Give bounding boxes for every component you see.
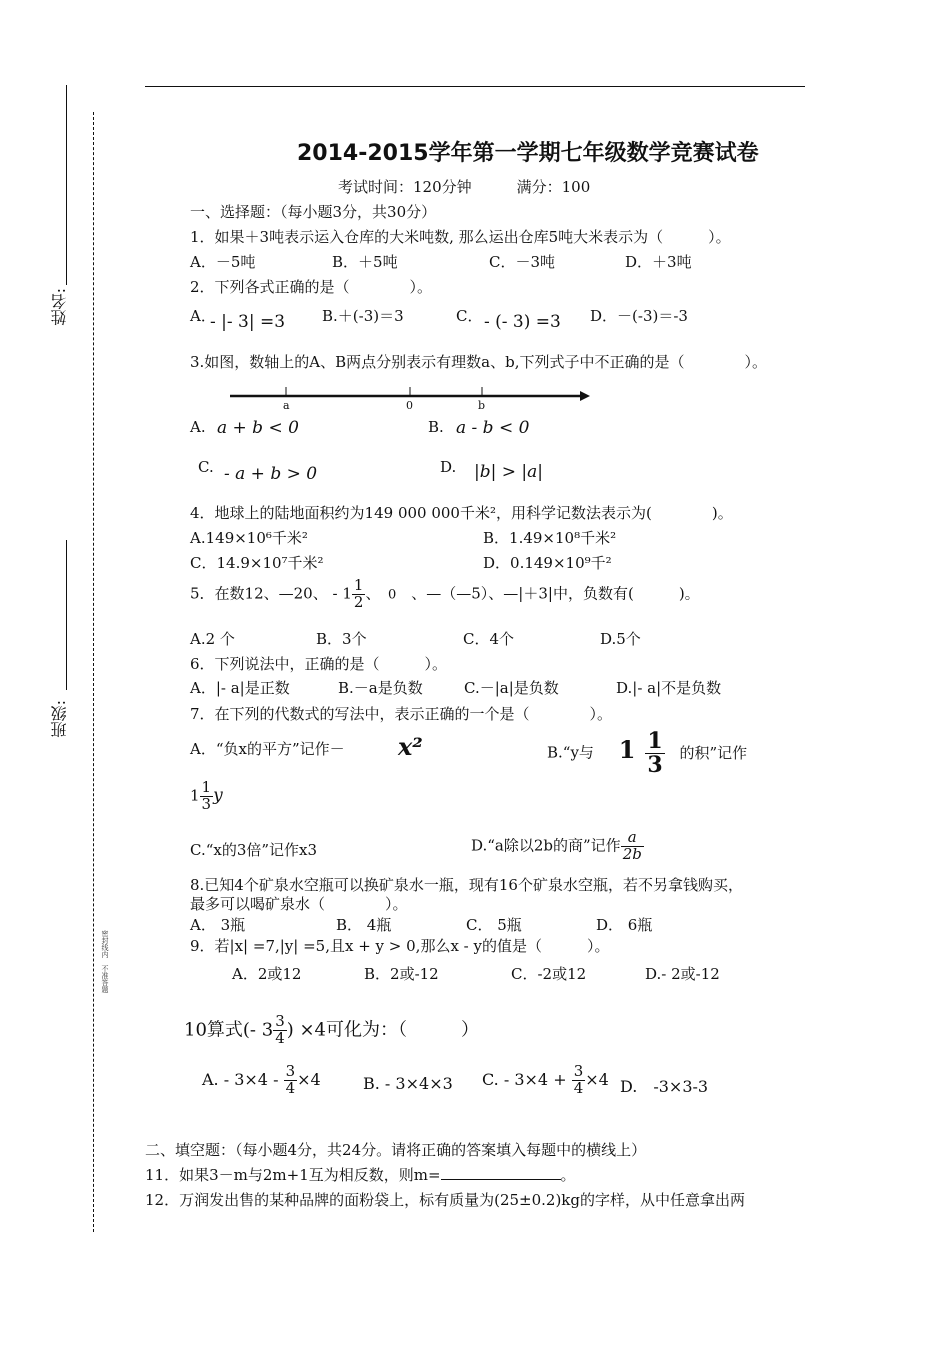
q10-stem-pre: 10算式(- 3 [184, 1019, 274, 1041]
q4-option-a: A.149×10⁶千米² [190, 529, 308, 547]
q5-option-a: A.2 个 [190, 630, 235, 648]
q7-option-b-text: B.“y与 [547, 743, 594, 762]
q5-denominator: 2 [353, 592, 364, 611]
tick-a-label: a [283, 399, 290, 412]
q9-option-d: D.- 2或-12 [645, 965, 720, 983]
q1-option-a: A．－5吨 [190, 253, 256, 271]
q10-denominator: 4 [275, 1028, 285, 1047]
q8-stem-line1: 8.已知4个矿泉水空瓶可以换矿泉水一瓶，现有16个矿泉水空瓶，若不另拿钱购买， [190, 876, 743, 894]
q11-answer-blank[interactable] [441, 1167, 561, 1180]
q7-d-fraction [621, 830, 644, 863]
q1-option-c: C．－3吨 [489, 253, 556, 271]
q10-option-c [482, 1064, 609, 1097]
q5-option-b: B．3个 [316, 630, 367, 648]
q2-option-a-math: - |- 3| =3 [210, 312, 286, 332]
q11-text: 11．如果3－m与2m+1互为相反数，则m= [145, 1166, 441, 1184]
q3-option-d-math: |b| > |a| [474, 462, 543, 482]
q6-option-c: C.－|a|是负数 [464, 679, 559, 697]
q5-option-d: D.5个 [600, 630, 641, 648]
q3-option-a-label: A. [190, 418, 206, 436]
q10-a-denominator: 4 [285, 1078, 296, 1097]
class-label: 班级: [50, 700, 69, 738]
q10-a-fraction [284, 1064, 298, 1097]
q10-fraction [273, 1014, 287, 1047]
tick-0-label: 0 [406, 399, 413, 412]
q1-option-b: B．＋5吨 [332, 253, 398, 271]
q7-b-whole: 1 [618, 734, 636, 764]
q1-stem: 1．如果＋3吨表示运入仓库的大米吨数, 那么运出仓库5吨大米表示为（ ）。 [190, 228, 731, 246]
q10-stem-post: ) ×4可化为：（ ） [286, 1019, 480, 1041]
seal-dashed-line [93, 112, 94, 1232]
q10-numerator: 3 [275, 1012, 285, 1030]
q10-option-d: D. -3×3-3 [620, 1077, 709, 1096]
q7-option-b-post: 的积”记作 [679, 743, 748, 762]
q4-option-b: B．1.49×10⁸千米² [483, 529, 617, 547]
q7-b-denominator: 3 [647, 752, 663, 779]
q7-option-d-text: D.“a除以2b的商”记作 [471, 836, 621, 855]
q3-option-c-math: - a + b > 0 [224, 464, 318, 484]
q5-mixed-whole: - 1 [332, 584, 352, 603]
side-solid-line-top [66, 85, 67, 285]
q6-option-a: A．|- a|是正数 [190, 679, 290, 697]
q10-stem [184, 1014, 479, 1047]
q9-option-c: C．-2或12 [511, 965, 587, 983]
q4-option-c: C．14.9×10⁷千米² [190, 554, 324, 572]
q10-c-post: ×4 [585, 1069, 609, 1089]
q2-option-c-label: C． [456, 307, 483, 325]
name-label: 姓名: [50, 288, 69, 326]
q8-option-d: D． 6瓶 [596, 916, 653, 934]
q10-a-numerator: 3 [285, 1062, 296, 1080]
q9-stem: 9．若|x| =7,|y| =5,且x + y > 0,那么x - y的值是（ ）。 [190, 937, 610, 955]
q7-d-numerator: a [621, 830, 644, 847]
q12-stem: 12．万润发出售的某种品牌的面粉袋上，标有质量为(25±0.2)kg的字样，从中任意拿出两 [145, 1191, 745, 1209]
q10-c-numerator: 3 [573, 1062, 584, 1080]
q7-b-numerator: 1 [647, 728, 663, 754]
q5-stem [190, 578, 700, 611]
q3-option-b-label: B. [428, 418, 444, 436]
q3-option-a-math: a + b < 0 [217, 418, 299, 438]
top-rule [145, 86, 805, 87]
q4-stem: 4．地球上的陆地面积约为149 000 000千米²，用科学记数法表示为( )。 [190, 504, 733, 522]
q3-option-b-math: a - b < 0 [456, 418, 530, 438]
q5-fraction [352, 578, 366, 611]
q10-c-fraction [572, 1064, 586, 1097]
q7-b-answer-var: y [213, 785, 223, 806]
q9-option-a: A．2或12 [232, 965, 302, 983]
seal-note: 密封线内 不准答题 [101, 930, 109, 993]
q2-option-d: D．－(-3)＝-3 [590, 307, 688, 325]
q7-b-fraction [645, 730, 664, 777]
q7-option-b [547, 730, 747, 777]
q7-option-c: C.“x的3倍”记作x3 [190, 841, 318, 859]
q1-option-d: D．＋3吨 [625, 253, 692, 271]
q4-option-d: D．0.149×10⁹千² [483, 554, 612, 572]
section1-heading: 一、选择题：（每小题3分，共30分） [190, 203, 437, 221]
q2-option-a-label: A． [190, 307, 216, 325]
q7-b-answer [190, 780, 223, 813]
q2-stem: 2．下列各式正确的是（ ）。 [190, 278, 433, 296]
q6-option-d: D.|- a|不是负数 [616, 679, 722, 697]
side-solid-line-bottom [66, 540, 67, 690]
q2-option-c-math: - (- 3) =3 [484, 312, 561, 332]
q7-b-answer-fraction [200, 780, 214, 813]
section2-heading: 二、填空题：（每小题4分，共24分。请将正确的答案填入每题中的横线上） [145, 1141, 647, 1159]
q6-option-b: B.－a是负数 [338, 679, 423, 697]
q7-option-d [471, 830, 644, 863]
q7-option-a-text: A．“负x的平方”记作－ [190, 740, 345, 758]
q7-stem: 7．在下列的代数式的写法中，表示正确的一个是（ ）。 [190, 705, 613, 723]
q6-stem: 6．下列说法中，正确的是（ ）。 [190, 655, 448, 673]
q10-option-b: B. - 3×4×3 [363, 1074, 453, 1093]
q10-option-a [202, 1064, 321, 1097]
q5-numerator: 1 [353, 576, 364, 594]
q3-option-d-label: D. [440, 458, 457, 476]
q7-b-answer-whole: 1 [190, 786, 200, 805]
q10-a-post: ×4 [297, 1069, 321, 1089]
q5-stem-post: 、—（—5）、—|＋3|中，负数有( )。 [411, 584, 700, 603]
q11-end: 。 [560, 1166, 576, 1184]
q2-option-b: B.＋(-3)＝3 [322, 307, 404, 325]
q5-option-c: C．4个 [463, 630, 515, 648]
q8-option-c: C． 5瓶 [466, 916, 522, 934]
q8-option-a: A． 3瓶 [190, 916, 246, 934]
q8-stem-line2: 最多可以喝矿泉水（ ）。 [190, 895, 408, 913]
q10-c-pre: C. - 3×4 + [482, 1069, 567, 1089]
exam-meta: 考试时间：120分钟 满分：100 [338, 178, 591, 196]
exam-title: 2014-2015学年第一学期七年级数学竞赛试卷 [297, 141, 759, 166]
q5-stem-mid: 、 [365, 584, 373, 603]
q5-zero: 0 [387, 587, 397, 603]
number-line-arrow [580, 391, 590, 401]
q11-stem [145, 1164, 576, 1185]
q3-option-c-label: C. [198, 458, 214, 476]
q7-b-answer-denominator: 3 [201, 794, 212, 813]
q10-a-pre: A. - 3×4 - [202, 1069, 279, 1089]
q8-option-b: B． 4瓶 [336, 916, 392, 934]
q5-stem-pre: 5．在数12、—20、 [190, 584, 328, 603]
tick-b-label: b [478, 399, 486, 412]
q3-stem: 3.如图，数轴上的A、B两点分别表示有理数a、b,下列式子中不正确的是（ ）。 [190, 353, 767, 371]
q9-option-b: B．2或-12 [364, 965, 439, 983]
q7-option-a-math: x² [398, 732, 423, 761]
q10-c-denominator: 4 [573, 1078, 584, 1097]
q7-d-denominator: 2b [622, 844, 642, 863]
q7-b-answer-numerator: 1 [201, 778, 212, 796]
